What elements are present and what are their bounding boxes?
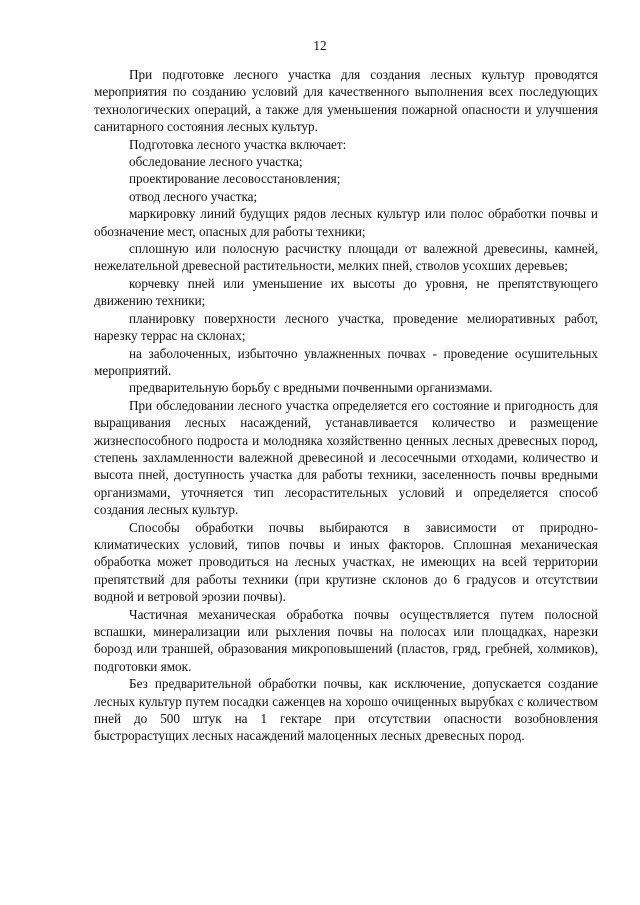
list-item-drainage: на заболоченных, избыточно увлажненных почвах - проведение осушительных мероприятий. <box>94 345 598 378</box>
list-item-design: проектирование лесовосстановления; <box>129 171 341 187</box>
list-item-pest-control: предварительную борьбу с вредными почвенными организмами. <box>129 380 493 396</box>
list-item-survey: обследование лесного участка; <box>129 154 303 170</box>
document-body <box>94 66 598 745</box>
paragraph-list-heading: Подготовка лесного участка включает: <box>129 136 347 152</box>
list-item-allotment: отвод лесного участка; <box>129 188 258 204</box>
paragraph-partial-treatment: Частичная механическая обработка почвы осуществляется путем полосной вспашки, минерализации или рыхления почвы на полосах или площадках, нарезки борозд или траншей, образования микроповышений (пластов, гряд, гребней, холмиков), подготовки ямок. <box>94 606 598 674</box>
list-item-stump-removal: корчевку пней или уменьшение их высоты до уровня, не препятствующего движению техники; <box>94 275 598 309</box>
list-item-clearing: сплошную или полосную расчистку площади от валежной древесины, камней, нежелательной древесной растительности, мелких пней, стволов усохших деревьев; <box>94 241 598 274</box>
paragraph-survey-details: При обследовании лесного участка определяется его состояние и пригодность для выращивания лесных насаждений, устанавливается количество и размещение жизнеспособного подроста и молодняка хозяйственно ценных лесных древесных пород, степень захламленности валежной древесиной и лесосечными отходами, количество и высота пней, доступность участка для работы техники, заселенность почвы вредными организмами, уточняется тип лесорастительных условий и определяется способ создания лесных культур. <box>94 397 598 518</box>
page-number: 12 <box>313 38 327 53</box>
list-item-marking: маркировку линий будущих рядов лесных культур или полос обработки почвы и обозначение мест, опасных для работы техники; <box>94 206 598 239</box>
paragraph-no-treatment: Без предварительной обработки почвы, как исключение, допускается создание лесных культур путем посадки саженцев на хорошо очищенных вырубках с количеством пней до 500 штук на 1 гектаре при отсутствии опасности возобновления быстрорастущих лесных насаждений малоценных лесных древесных пород. <box>94 676 598 744</box>
paragraph-intro: При подготовке лесного участка для создания лесных культур проводятся мероприятия по созданию условий для качественного выполнения всех последующих технологических операций, а также для уменьшения пожарной опасности и улучшения санитарного состояния лесных культур. <box>94 67 598 135</box>
list-item-leveling: планировку поверхности лесного участка, проведение мелиоративных работ, нарезку террас на склонах; <box>94 310 598 344</box>
paragraph-soil-methods: Способы обработки почвы выбираются в зависимости от природно-климатических условий, типов почвы и иных факторов. Сплошная механическая обработка может проводиться на лесных участках, не имеющих на всей территории препятствий для работы техники (при крутизне склонов до 6 градусов и отсутствии водной и ветровой эрозии почвы). <box>94 519 598 605</box>
